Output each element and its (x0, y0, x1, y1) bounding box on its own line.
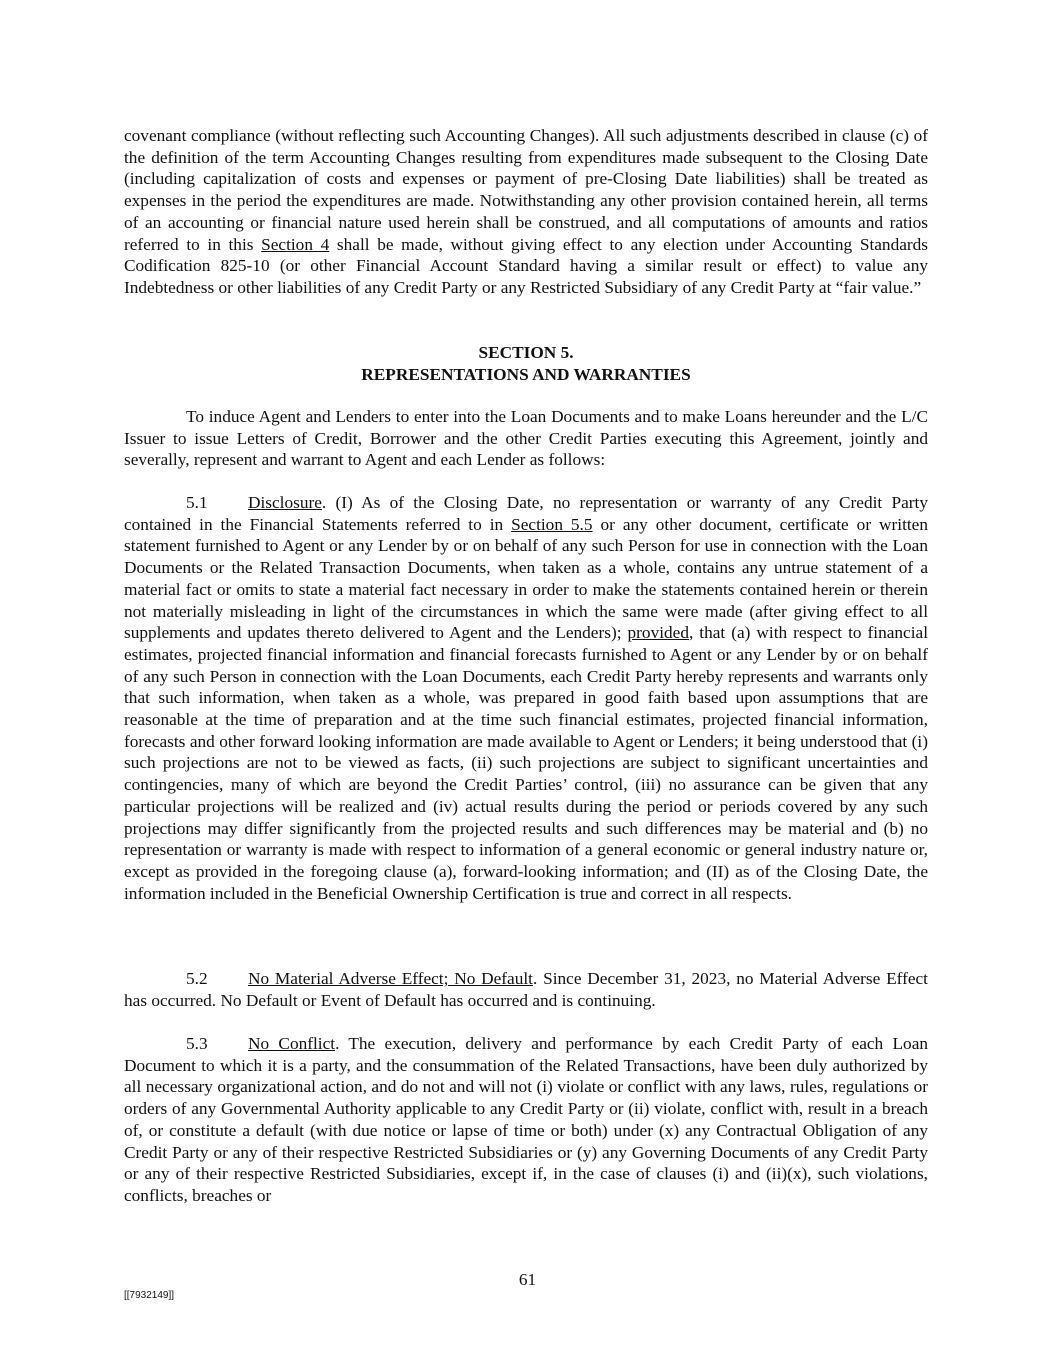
carryover-text-2: shall be made, without giving effect to any election under Accounting Standards Codification 825-10 (or other Financial Account Standard having a similar result or effect) to value any Indebtedness or other liabilities of any Credit Party or any Restricted Subsidiary of any Credit Party at “fair value.” (124, 234, 929, 297)
section-4-reference: Section 4 (261, 234, 330, 254)
section-5-3-text: . The execution, delivery and performance by each Credit Party of each Loan Document to which it is a party, and the consummation of the Related Transactions, have been duly authorized by all necessary organizational action, and do not and will not (i) violate or conflict with any laws, rules, regulations or orders of any Governmental Authority applicable to any Credit Party or (ii) violate, conflict with, result in a breach of, or constitute a default (with due notice or lapse of time or both) under (x) any Contractual Obligation of any Credit Party or any of their respective Restricted Subsidiaries or (y) any Governing Documents of any Credit Party or any of their respective Restricted Subsidiaries, except if, in the case of clauses (i) and (ii)(x), such violations, conflicts, breaches or (124, 1034, 928, 1205)
section-5-2-text: . Since December 31, 2023, no Material Adverse Effect has occurred. No Default or Event of Default has occurred and is continuing. (124, 969, 928, 1010)
section-5-3-number: 5.3 (186, 1034, 208, 1053)
provided-term: provided (627, 623, 689, 643)
section-5-1-text-1: . (I) As of the Closing Date, no representation or warranty of any Credit Party contained in the Financial Statements referred to in (124, 493, 928, 534)
carryover-text-1: covenant compliance (without reflecting such Accounting Changes). All such adjustments described in clause (c) of the definition of the term Accounting Changes resulting from expenditures made subsequent to the Closing Date (including capitalization of costs and expenses or payment of pre-Closing Date liabilities) shall be treated as expenses in the period the expenditures are made. Notwithstanding any other provision contained herein, all terms of an accounting or financial nature used herein shall be construed, and all computations of amounts and ratios referred to in this (124, 126, 928, 254)
section-5-2-paragraph (124, 968, 928, 1011)
section-5-3-heading: No Conflict (248, 1034, 336, 1053)
section-5-3-paragraph (124, 1033, 928, 1207)
carryover-paragraph (124, 125, 928, 299)
section-title: REPRESENTATIONS AND WARRANTIES (361, 365, 691, 384)
document-id: [[7932149]] (124, 1290, 175, 1301)
section-5-1-text-3: , that (a) with respect to financial estimates, projected financial information and financial forecasts furnished to Agent or any Lender by or on behalf of any such Person in connection with the Loan Documents, each Credit Party hereby represents and warrants only that such information, when taken as a whole, was prepared in good faith based upon assumptions that are reasonable at the time of preparation and at the time such financial estimates, projected financial information, forecasts and other forward looking information are made available to Agent or Lenders; it being understood that (i) such projections are not to be viewed as facts, (ii) such projections are subject to significant uncertainties and contingencies, many of which are beyond the Credit Parties’ control, (iii) no assurance can be given that any particular projections will be realized and (iv) actual results during the period or periods covered by any such projections may differ significantly from the projected results and such differences may be material and (b) no representation or warranty is made with respect to information of a general economic or general industry nature or, except as provided in the foregoing clause (a), forward-looking information; and (II) as of the Closing Date, the information included in the Beneficial Ownership Certification is true and correct in all respects. (124, 623, 929, 903)
section-5-2-number: 5.2 (186, 969, 208, 988)
section-5-1-paragraph (124, 492, 928, 904)
section-number: SECTION 5. (478, 343, 574, 362)
intro-paragraph: To induce Agent and Lenders to enter into the Loan Documents and to make Loans hereunder and the L/C Issuer to issue Letters of Credit, Borrower and the other Credit Parties executing this Agreement, jointly and severally, represent and warrant to Agent and each Lender as follows: (124, 407, 928, 470)
section-5-5-reference: Section 5.5 (511, 514, 593, 534)
section-5-1-text-2: or any other document, certificate or written statement furnished to Agent or any Lender by or on behalf of any such Person for use in connection with the Loan Documents or the Related Transaction Documents, when taken as a whole, contains any untrue statement of a material fact or omits to state a material fact necessary in order to make the statements contained herein or therein not materially misleading in light of the circumstances in which the same were made (after giving effect to all supplements and updates thereto delivered to Agent and the Lenders); (124, 514, 928, 643)
section-5-1-heading: Disclosure (248, 493, 322, 512)
page-number: 61 (518, 1270, 537, 1289)
section-5-2-heading: No Material Adverse Effect; No Default (248, 969, 533, 988)
section-5-1-number: 5.1 (186, 493, 208, 512)
